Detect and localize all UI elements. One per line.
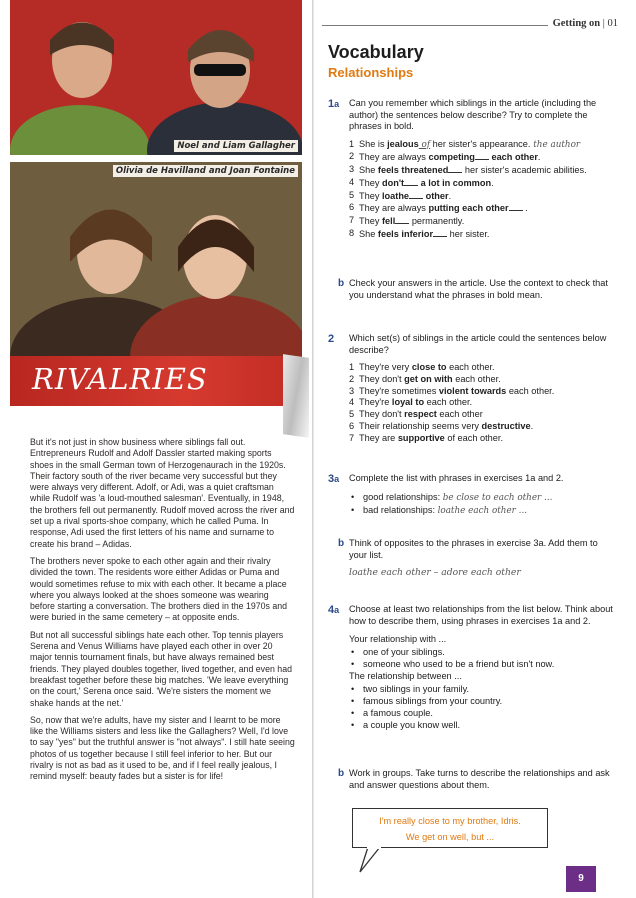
exercise-instruction: Complete the list with phrases in exercises 1a and 2. xyxy=(349,473,564,483)
list-item: 3 She feels threatened her sister's academic abilities. xyxy=(349,164,587,176)
list-item: 2 They are always competing each other. xyxy=(349,151,541,163)
list-item: 1 They're very close to each other. xyxy=(349,362,495,372)
list-item: 7 They fell permanently. xyxy=(349,215,465,227)
section-title: Vocabulary xyxy=(328,42,424,62)
list-item: 1 She is jealous of her sister's appearance. the author xyxy=(349,138,581,150)
list-item: 6 Their relationship seems very destructive. xyxy=(349,420,534,431)
answer-gap xyxy=(509,202,523,211)
answer-gap xyxy=(409,190,423,199)
photo-gallagher-illustration xyxy=(10,0,302,155)
photo-caption-2: Olivia de Havilland and Joan Fontaine xyxy=(113,165,298,177)
exercise-letter: a xyxy=(334,474,340,484)
list-item: 7 They are supportive of each other. xyxy=(349,432,504,443)
list-item: • someone who used to be a friend but isn't now. xyxy=(349,658,618,670)
page-curl-decoration xyxy=(283,354,309,438)
exercise-4a xyxy=(328,604,618,731)
answer-gap xyxy=(404,177,418,186)
exercise-3a xyxy=(328,473,618,517)
list-item: 8 She feels inferior her sister. xyxy=(349,228,490,240)
exercise-instruction: Can you remember which siblings in the article (including the author) the sentences below describe? Try to complete the phrases in bold. xyxy=(349,98,597,131)
article-paragraph: But not all successful siblings hate each other. Top tennis players Serena and Venus Williams have played each other in over 20 major tennis tournament finals, but have always remained best friends. They played doubles together, lived together, and even had breakfast together before these big matches. 'We leave everything on the court,' Serena once said. 'We're sisters the moment we shake hands at the net.' xyxy=(30,629,292,708)
list-item: 2 They don't get on with each other. xyxy=(349,373,501,384)
exercise-4b xyxy=(328,768,618,791)
exercise-2-list xyxy=(349,362,618,445)
exercise-3b xyxy=(328,538,618,579)
article-paragraph: But it's not just in show business where siblings fall out. Entrepreneurs Rudolf and Adolf Dassler started making sports shoes in the small German town of Herzogenaurach in the 1920s. Their factory south of the river became very successful but they were always very different. Adolf, or Adi, was a quiet craftsman while Rudolf was 'a loud-mouthed salesman'. Eventually, in 1948, the brothers fell out permanently. Rudolf moved across the river and set up a rival sports-shoe company, which he called Puma. In response, Adi used the first letters of his name and surname to create his brand – Adidas. xyxy=(30,437,295,549)
list-item: 6 They are always putting each other . xyxy=(349,202,528,214)
list-item: • bad relationships: loathe each other ... xyxy=(349,504,618,517)
exercise-4a-list-1 xyxy=(349,646,618,670)
article-paragraph: So, now that we're adults, have my sister and I learnt to be more like the Williams sisters and less like the Gallaghers? Well, I'd love to say "yes" but the truthful answer is "not always". I still hate seeing photos of us together because I still feel inferior to her. But our rivalry is not as bad as it used to be, and if I feel really jealous, I remind myself: beauty fades but a sister is for life! xyxy=(30,714,295,782)
article-title: RIVALRIES xyxy=(32,362,208,396)
photo-caption-1: Noel and Liam Gallagher xyxy=(174,140,298,152)
list-item: • one of your siblings. xyxy=(349,646,618,658)
list-item: 3 They're sometimes violent towards each other. xyxy=(349,385,555,396)
speech-bubble xyxy=(352,808,548,848)
article-banner xyxy=(10,356,302,406)
exercise-4a-list-2 xyxy=(349,683,618,731)
list-item: 4 They don't a lot in common. xyxy=(349,176,494,188)
exercise-2 xyxy=(328,333,618,445)
exercise-instruction: Work in groups. Take turns to describe the relationships and ask and answer questions about them. xyxy=(349,768,610,790)
article-paragraph: The brothers never spoke to each other again and their rivalry divided the town. The residents wore either Adidas or Puma and would sometimes refuse to mix with each other. It became a place where you always looked at the shoes someone was wearing before starting a conversation. The brothers died in the 1970s and were buried in the same cemetery – at opposite ends. xyxy=(30,555,288,623)
photo-de-havilland-fontaine xyxy=(10,162,302,357)
answer-gap xyxy=(448,164,462,173)
list-item: 4 They're loyal to each other. xyxy=(349,397,473,408)
speech-bubble-tail xyxy=(358,846,388,874)
photo-gallagher-brothers xyxy=(10,0,302,155)
list-heading: Your relationship with ... xyxy=(349,634,447,644)
speech-line-2: We get on well, but ... xyxy=(405,832,495,842)
exercise-letter: b xyxy=(338,278,345,289)
exercise-letter: b xyxy=(338,538,345,549)
list-item: • famous siblings from your country. xyxy=(349,695,618,707)
photo-sisters-illustration xyxy=(10,162,302,357)
page-number: 9 xyxy=(566,866,596,892)
exercise-instruction: Which set(s) of siblings in the article could the sentences below describe? xyxy=(349,333,607,355)
list-item: 5 They don't respect each other xyxy=(349,409,483,420)
article-body xyxy=(30,437,295,789)
list-item: • two siblings in your family. xyxy=(349,683,618,695)
exercise-letter: a xyxy=(334,99,340,109)
page-gutter xyxy=(312,0,314,898)
exercise-3a-list xyxy=(349,491,618,517)
section-subtitle: Relationships xyxy=(328,65,414,80)
exercise-instruction: Check your answers in the article. Use the context to check that you understand what the phrases in bold mean. xyxy=(349,278,608,300)
exercise-example: loathe each other – adore each other xyxy=(349,567,521,578)
exercise-number: 4 xyxy=(328,604,335,616)
speech-line-1: I'm really close to my brother, Idris. xyxy=(379,816,521,826)
header-section: Getting on xyxy=(552,18,601,29)
answer-gap xyxy=(395,215,409,224)
exercise-1a-list xyxy=(349,139,618,241)
running-header: Getting on | 01 xyxy=(322,16,628,34)
left-column xyxy=(0,0,312,898)
exercise-letter: b xyxy=(338,768,345,779)
exercise-instruction: Think of opposites to the phrases in exercise 3a. Add them to your list. xyxy=(349,538,598,560)
exercise-number: 3 xyxy=(328,473,335,485)
exercise-1b xyxy=(328,278,618,301)
list-heading: The relationship between ... xyxy=(349,671,462,681)
list-item: • good relationships: be close to each other ... xyxy=(349,491,618,504)
exercise-instruction: Choose at least two relationships from the list below. Think about how to describe them, using phrases in exercises 1a and 2. xyxy=(349,604,613,626)
list-item: 5 They loathe other. xyxy=(349,189,452,201)
exercise-letter: a xyxy=(334,605,340,615)
answer-gap xyxy=(433,228,447,237)
exercise-number: 2 xyxy=(328,333,335,345)
header-unit: 01 xyxy=(607,18,618,29)
handwritten-answer: be close to each other ... xyxy=(442,492,553,503)
answer-gap xyxy=(475,151,489,160)
list-item: • a couple you know well. xyxy=(349,719,618,731)
exercise-number: 1 xyxy=(328,98,335,110)
list-item: • a famous couple. xyxy=(349,707,618,719)
header-rule xyxy=(322,25,548,26)
handwritten-answer: loathe each other ... xyxy=(437,505,528,516)
exercise-1a xyxy=(328,98,618,241)
